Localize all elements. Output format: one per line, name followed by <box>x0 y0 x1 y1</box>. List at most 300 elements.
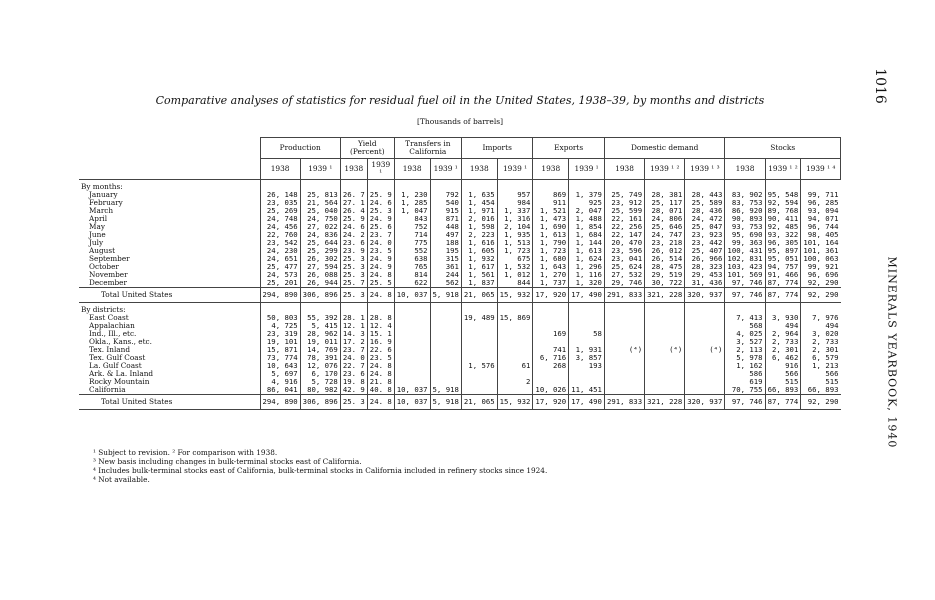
table-cell: 25. 3 <box>340 255 367 263</box>
table-row <box>79 395 841 410</box>
table-cell: 1, 613 <box>533 231 569 239</box>
table-cell: 1, 213 <box>801 362 841 370</box>
table-cell: 1, 285 <box>394 199 430 207</box>
table-cell: 23. 9 <box>340 247 367 255</box>
empty-cell <box>645 303 685 315</box>
table-cell: 70, 755 <box>725 386 765 395</box>
table-cell: 28, 443 <box>685 191 725 199</box>
table-row <box>79 288 841 303</box>
year-header: 1939 ¹ ³ <box>685 159 725 180</box>
table-cell: 25, 646 <box>645 223 685 231</box>
table-cell <box>461 386 497 395</box>
table-cell: 22, 161 <box>604 215 644 223</box>
table-cell: 11, 451 <box>569 386 605 395</box>
table-cell: 4, 025 <box>725 330 765 338</box>
table-cell: 268 <box>533 362 569 370</box>
table-cell: 101, 164 <box>801 239 841 247</box>
table-cell: 3, 527 <box>725 338 765 346</box>
table-cell: 1, 532 <box>497 263 533 271</box>
table-cell: 96, 744 <box>801 223 841 231</box>
table-cell <box>604 322 644 330</box>
empty-cell <box>533 303 569 315</box>
table-cell: 15. 1 <box>367 330 394 338</box>
table-cell: 24, 651 <box>260 255 300 263</box>
table-cell <box>685 322 725 330</box>
year-header: 1938 <box>260 159 300 180</box>
table-cell: 17, 920 <box>533 288 569 303</box>
table-cell: 28, 323 <box>685 263 725 271</box>
table-cell: 25, 477 <box>260 263 300 271</box>
table-cell: 100, 063 <box>801 255 841 263</box>
table-cell: 1, 379 <box>569 191 605 199</box>
table-cell: 95, 548 <box>765 191 801 199</box>
table-cell: 23, 542 <box>260 239 300 247</box>
table-cell: 23, 442 <box>685 239 725 247</box>
table-cell: 25, 624 <box>604 263 644 271</box>
table-cell: 23, 596 <box>604 247 644 255</box>
table-cell <box>394 354 430 362</box>
table-cell: 31, 436 <box>685 279 725 288</box>
year-header: 1939 ¹ <box>367 159 394 180</box>
table-row <box>79 199 841 207</box>
table-cell: 1, 723 <box>497 247 533 255</box>
table-cell: 1, 935 <box>497 231 533 239</box>
group-header: Production <box>260 138 340 159</box>
row-label: August <box>89 246 116 255</box>
table-cell: 73, 774 <box>260 354 300 362</box>
table-cell: 25, 599 <box>604 207 644 215</box>
row-label: Appalachian <box>89 321 135 330</box>
table-cell: 27. 1 <box>340 199 367 207</box>
table-cell: 17, 490 <box>569 395 605 410</box>
table-cell <box>604 330 644 338</box>
table-cell <box>394 338 430 346</box>
table-cell: 195 <box>430 247 461 255</box>
table-cell: 1, 012 <box>497 271 533 279</box>
table-cell: 10, 037 <box>394 288 430 303</box>
table-cell: 586 <box>725 370 765 378</box>
table-cell: 95, 690 <box>725 231 765 239</box>
table-cell: 619 <box>725 378 765 386</box>
year-header: 1939 ¹ ² <box>645 159 685 180</box>
table-cell: 566 <box>801 370 841 378</box>
table-row <box>79 346 841 354</box>
table-cell: 87, 774 <box>765 288 801 303</box>
table-cell: 515 <box>765 378 801 386</box>
table-row <box>79 338 841 346</box>
row-label: April <box>89 214 108 223</box>
table-cell: 23, 912 <box>604 199 644 207</box>
table-cell: 27, 532 <box>604 271 644 279</box>
year-header: 1938 <box>394 159 430 180</box>
table-cell: 291, 833 <box>604 288 644 303</box>
table-cell: 26, 302 <box>300 255 340 263</box>
row-label: Okla., Kans., etc. <box>89 337 152 346</box>
table-cell: 19. 8 <box>340 378 367 386</box>
row-label: Tex. Inland <box>89 345 131 354</box>
table-cell: 1, 521 <box>533 207 569 215</box>
table-cell: 24. 0 <box>340 354 367 362</box>
table-cell: 17, 920 <box>533 395 569 410</box>
table-cell: 320, 937 <box>685 288 725 303</box>
table-cell: 25, 299 <box>300 247 340 255</box>
table-cell: 19, 011 <box>300 338 340 346</box>
table-cell: 775 <box>394 239 430 247</box>
section-label: By districts: <box>81 305 126 314</box>
table-cell: 26, 514 <box>645 255 685 263</box>
table-cell: 1, 971 <box>461 207 497 215</box>
table-cell <box>685 370 725 378</box>
table-cell: 93, 322 <box>765 231 801 239</box>
table-cell: 96, 285 <box>801 199 841 207</box>
table-cell <box>645 330 685 338</box>
table-cell <box>645 386 685 395</box>
table-cell <box>645 322 685 330</box>
group-header: Imports <box>461 138 533 159</box>
table-cell <box>430 314 461 322</box>
table-cell: 25. 3 <box>340 263 367 271</box>
table-cell <box>569 314 605 322</box>
table-cell: 4, 725 <box>260 322 300 330</box>
table-cell: 1, 931 <box>569 346 605 354</box>
year-header: 1938 <box>604 159 644 180</box>
table-cell: 1, 616 <box>461 239 497 247</box>
table-cell: 1, 624 <box>569 255 605 263</box>
table-cell: 22, 256 <box>604 223 644 231</box>
table-cell: 86, 920 <box>725 207 765 215</box>
table-cell: 80, 982 <box>300 386 340 395</box>
table-cell: 19, 101 <box>260 338 300 346</box>
row-label: October <box>89 262 119 271</box>
table-cell: 26, 088 <box>300 271 340 279</box>
table-cell: 28, 475 <box>645 263 685 271</box>
table-cell: 12. 1 <box>340 322 367 330</box>
table-cell <box>430 330 461 338</box>
table-cell: 96, 305 <box>765 239 801 247</box>
table-cell: 1, 162 <box>725 362 765 370</box>
table-cell <box>497 346 533 354</box>
table-cell: 19, 489 <box>461 314 497 322</box>
table-cell: 24, 806 <box>645 215 685 223</box>
table-cell: 844 <box>497 279 533 288</box>
table-cell <box>645 378 685 386</box>
table-cell: 169 <box>533 330 569 338</box>
row-label: California <box>89 385 126 394</box>
year-header: 1939 ¹ <box>497 159 533 180</box>
table-cell: 1, 270 <box>533 271 569 279</box>
table-row <box>79 362 841 370</box>
table-cell: 92, 594 <box>765 199 801 207</box>
year-header: 1939 ¹ <box>300 159 340 180</box>
table-cell: 2, 113 <box>725 346 765 354</box>
table-cell: 6, 462 <box>765 354 801 362</box>
table-cell: 24. 0 <box>367 239 394 247</box>
table-cell: 1, 932 <box>461 255 497 263</box>
table-cell: 2, 104 <box>497 223 533 231</box>
table-cell: 24, 836 <box>300 231 340 239</box>
table-cell: 1, 837 <box>461 279 497 288</box>
table-cell: 1, 854 <box>569 223 605 231</box>
table-cell: 765 <box>394 263 430 271</box>
table-cell: 2, 301 <box>765 346 801 354</box>
table-cell: 24. 9 <box>367 255 394 263</box>
table-row <box>79 279 841 288</box>
table-cell: 25. 6 <box>367 223 394 231</box>
table-cell: 27, 022 <box>300 223 340 231</box>
table-cell <box>461 338 497 346</box>
table-cell: 95, 051 <box>765 255 801 263</box>
table-row <box>79 263 841 271</box>
year-header: 1938 <box>725 159 765 180</box>
row-label: La. Gulf Coast <box>89 361 142 370</box>
empty-cell <box>430 303 461 315</box>
table-cell: 10, 643 <box>260 362 300 370</box>
table-cell: (⁴) <box>604 346 644 354</box>
table-cell: 1, 690 <box>533 223 569 231</box>
months-section-label <box>79 180 841 192</box>
table-cell: 1, 454 <box>461 199 497 207</box>
table-cell: 29, 453 <box>685 271 725 279</box>
table-cell: 916 <box>765 362 801 370</box>
table-cell: 90, 411 <box>765 215 801 223</box>
table-cell: 22, 147 <box>604 231 644 239</box>
table-cell: 2, 047 <box>569 207 605 215</box>
table-cell: 3, 020 <box>801 330 841 338</box>
table-cell: 24. 6 <box>340 223 367 231</box>
table-cell: 1, 605 <box>461 247 497 255</box>
table-cell: 2, 223 <box>461 231 497 239</box>
table-cell: 494 <box>765 322 801 330</box>
table-cell: 675 <box>497 255 533 263</box>
table-cell: 1, 576 <box>461 362 497 370</box>
table-cell: 5, 978 <box>725 354 765 362</box>
table-cell: 87, 774 <box>765 279 801 288</box>
table-cell: 5, 918 <box>430 386 461 395</box>
table-cell: 66, 893 <box>765 386 801 395</box>
table-row <box>79 378 841 386</box>
empty-cell <box>685 303 725 315</box>
table-cell: 2, 733 <box>801 338 841 346</box>
table-cell <box>461 378 497 386</box>
table-cell: 87, 774 <box>765 395 801 410</box>
table-cell: 97, 746 <box>725 288 765 303</box>
table-cell: 66, 893 <box>801 386 841 395</box>
table-cell: 15, 932 <box>497 395 533 410</box>
table-cell: 1, 473 <box>533 215 569 223</box>
table-cell: 50, 803 <box>260 314 300 322</box>
table-cell: 25, 644 <box>300 239 340 247</box>
table-cell: 42. 9 <box>340 386 367 395</box>
table-cell: 92, 485 <box>765 223 801 231</box>
table-cell: 714 <box>394 231 430 239</box>
table-cell: 94, 071 <box>801 215 841 223</box>
table-row <box>79 314 841 322</box>
table-cell: 21, 065 <box>461 395 497 410</box>
table-cell <box>685 354 725 362</box>
table-cell: 515 <box>801 378 841 386</box>
table-cell: 1, 230 <box>394 191 430 199</box>
table-row <box>79 330 841 338</box>
table-cell: 321, 228 <box>645 288 685 303</box>
table-cell: 244 <box>430 271 461 279</box>
table-cell <box>604 354 644 362</box>
table-row <box>79 271 841 279</box>
table-cell: 61 <box>497 362 533 370</box>
table-cell: 25, 749 <box>604 191 644 199</box>
table-cell: 25. 3 <box>340 395 367 410</box>
table-cell <box>569 370 605 378</box>
table-row <box>79 322 841 330</box>
row-label: Rocky Mountain <box>89 377 150 386</box>
table-cell: 95, 897 <box>765 247 801 255</box>
table-cell: 7, 413 <box>725 314 765 322</box>
row-label: January <box>89 190 118 199</box>
table-cell: 540 <box>430 199 461 207</box>
table-cell: 25, 269 <box>260 207 300 215</box>
section-label: By months: <box>81 182 123 191</box>
table-cell: 494 <box>801 322 841 330</box>
table-body <box>79 180 841 410</box>
table-cell: 92, 290 <box>801 395 841 410</box>
table-cell: 103, 423 <box>725 263 765 271</box>
table-cell: 26. 4 <box>340 207 367 215</box>
table-cell: 92, 290 <box>801 288 841 303</box>
table-cell: 622 <box>394 279 430 288</box>
table-row <box>79 207 841 215</box>
table-row <box>79 231 841 239</box>
table-cell: 1, 316 <box>497 215 533 223</box>
table-cell <box>604 314 644 322</box>
table-cell <box>430 346 461 354</box>
table-cell: 448 <box>430 223 461 231</box>
table-cell: 2 <box>497 378 533 386</box>
table-cell <box>604 370 644 378</box>
table-cell: 984 <box>497 199 533 207</box>
year-header: 1939 ¹ <box>430 159 461 180</box>
table-cell: 20, 470 <box>604 239 644 247</box>
table-cell <box>461 370 497 378</box>
table-cell: 566 <box>765 370 801 378</box>
table-cell: 29, 746 <box>604 279 644 288</box>
table-cell: 306, 896 <box>300 395 340 410</box>
table-cell: 25. 3 <box>340 271 367 279</box>
table-cell: 871 <box>430 215 461 223</box>
table-cell: 2, 016 <box>461 215 497 223</box>
table-cell: 497 <box>430 231 461 239</box>
table-cell: 97, 746 <box>725 395 765 410</box>
table-cell: 98, 405 <box>801 231 841 239</box>
table-cell: 5, 918 <box>430 288 461 303</box>
group-header: Stocks <box>725 138 841 159</box>
table-cell: 90, 893 <box>725 215 765 223</box>
table-cell <box>430 322 461 330</box>
table-cell: 4, 916 <box>260 378 300 386</box>
table-cell: 294, 890 <box>260 395 300 410</box>
table-cell <box>430 338 461 346</box>
year-header: 1939 ¹ ² <box>765 159 801 180</box>
table-cell: 15, 932 <box>497 288 533 303</box>
table-cell <box>685 330 725 338</box>
table-cell <box>430 354 461 362</box>
row-label: March <box>89 206 114 215</box>
table-cell: 23. 5 <box>367 354 394 362</box>
table-cell: 14, 769 <box>300 346 340 354</box>
table-cell <box>604 386 644 395</box>
table-row <box>79 247 841 255</box>
table-cell: 25, 407 <box>685 247 725 255</box>
empty-cell <box>569 303 605 315</box>
table-cell: 23. 5 <box>367 247 394 255</box>
table-cell: 58 <box>569 330 605 338</box>
table-cell <box>461 330 497 338</box>
table-cell: 24. 8 <box>367 395 394 410</box>
table-cell <box>394 314 430 322</box>
row-label: Total United States <box>79 288 260 303</box>
year-header: 1939 ¹ ⁴ <box>801 159 841 180</box>
table-row <box>79 255 841 263</box>
table-cell: 24, 748 <box>260 215 300 223</box>
table-cell: 25. 3 <box>340 288 367 303</box>
table-cell: 25. 9 <box>367 191 394 199</box>
table-cell: 24, 456 <box>260 223 300 231</box>
table-cell <box>394 330 430 338</box>
table-cell: 1, 144 <box>569 239 605 247</box>
table-cell: 22, 760 <box>260 231 300 239</box>
table-cell: 1, 684 <box>569 231 605 239</box>
table-cell: 915 <box>430 207 461 215</box>
table-cell: 3, 857 <box>569 354 605 362</box>
table-cell: 24. 6 <box>367 199 394 207</box>
table-cell: 28, 381 <box>645 191 685 199</box>
table-cell <box>394 370 430 378</box>
table-cell: 361 <box>430 263 461 271</box>
table-cell: 24, 750 <box>300 215 340 223</box>
table-cell: 2, 301 <box>801 346 841 354</box>
table-cell: 193 <box>569 362 605 370</box>
table-cell: 26. 7 <box>340 191 367 199</box>
table-cell <box>497 322 533 330</box>
table-cell: 1, 296 <box>569 263 605 271</box>
table-cell: 23. 6 <box>340 370 367 378</box>
table-cell <box>533 370 569 378</box>
table-cell <box>394 322 430 330</box>
table-cell: 30, 722 <box>645 279 685 288</box>
table-cell <box>645 314 685 322</box>
table-cell: 99, 921 <box>801 263 841 271</box>
residual-fuel-oil-table <box>79 137 841 410</box>
table-cell: 315 <box>430 255 461 263</box>
table-cell: 24, 230 <box>260 247 300 255</box>
table-cell: 306, 896 <box>300 288 340 303</box>
table-cell: 40. 8 <box>367 386 394 395</box>
table-cell: 78, 391 <box>300 354 340 362</box>
table-cell: 23. 6 <box>340 239 367 247</box>
table-subtitle: [Thousands of barrels] <box>416 117 504 126</box>
table-cell: 25. 7 <box>340 279 367 288</box>
table-cell: 24. 8 <box>367 271 394 279</box>
table-cell: 25, 201 <box>260 279 300 288</box>
table-cell <box>604 378 644 386</box>
table-row <box>79 223 841 231</box>
table-cell: 188 <box>430 239 461 247</box>
table-cell: 24. 8 <box>367 362 394 370</box>
table-cell: 15, 871 <box>260 346 300 354</box>
row-label: East Coast <box>89 313 129 322</box>
year-header: 1938 <box>461 159 497 180</box>
empty-cell <box>394 303 430 315</box>
table-cell <box>533 314 569 322</box>
table-cell: 24. 2 <box>340 231 367 239</box>
